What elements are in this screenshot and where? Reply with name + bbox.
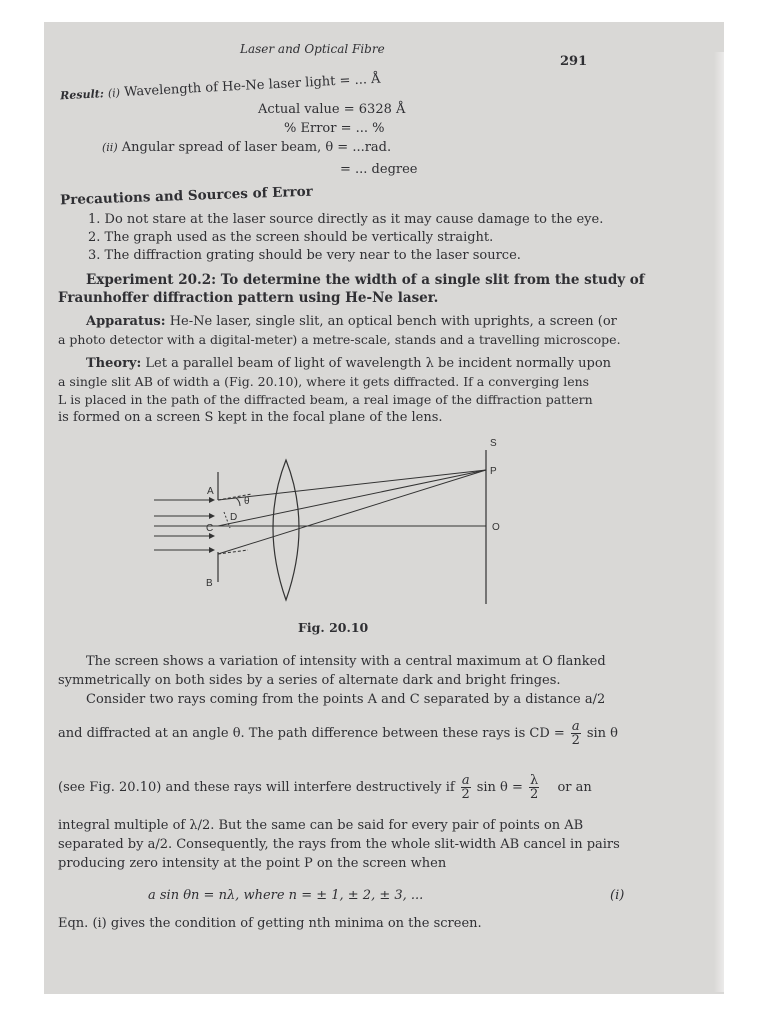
sin-theta-equals: sin θ =	[476, 780, 523, 795]
result-label: Result:	[59, 87, 105, 103]
angle-arc	[236, 498, 240, 506]
item-number: 3.	[88, 248, 101, 263]
fraction-denominator: 2	[461, 787, 470, 802]
body-p4-line-2: separated by a/2. Consequently, the rays from the whole slit-width AB cancel in pairs	[58, 837, 620, 852]
destructive-condition-text: (see Fig. 20.10) and these rays will interfere destructively if	[58, 780, 455, 795]
dashed-perpendicular	[218, 550, 248, 554]
running-header: Laser and Optical Fibre	[240, 42, 385, 56]
body-p2-line-2	[58, 720, 618, 747]
diffracted-ray-b	[218, 470, 486, 554]
diffraction-diagram	[144, 432, 524, 612]
apparatus-line-1	[86, 314, 617, 329]
fraction-denominator: 2	[530, 787, 539, 802]
label-d: D	[230, 512, 238, 523]
precautions-heading: Precautions and Sources of Error	[59, 183, 313, 209]
result-line-2: Actual value = 6328 Å	[258, 102, 406, 117]
figure-caption: Fig. 20.10	[298, 620, 369, 635]
result-line-4: Angular spread of laser beam, θ = ...rad.	[121, 140, 392, 155]
result-line-3: % Error = ... %	[284, 121, 385, 136]
item-number: 1.	[88, 212, 101, 227]
result-line-1: Wavelength of He-Ne laser light = ... Å	[123, 71, 381, 101]
result-line-4-row	[102, 140, 391, 155]
book-page	[44, 22, 724, 994]
fraction-lambda-over-2	[529, 774, 539, 801]
precaution-item-2	[88, 230, 493, 245]
fraction-numerator: a	[571, 719, 580, 734]
label-s: S	[490, 438, 497, 449]
label-c: C	[206, 523, 214, 534]
precaution-item-3	[88, 248, 521, 263]
page-number: 291	[560, 54, 588, 69]
body-p1-line-1: The screen shows a variation of intensity with a central maximum at O flanked	[86, 654, 606, 669]
item-number: 2.	[88, 230, 101, 245]
precaution-item-1	[88, 212, 603, 227]
result-block	[60, 72, 381, 104]
theory-label: Theory:	[86, 356, 142, 371]
body-p3-line	[58, 774, 592, 801]
item-text: Do not stare at the laser source directly as it may cause damage to the eye.	[104, 212, 604, 227]
fraction-denominator: 2	[571, 733, 580, 748]
item-text: The diffraction grating should be very near to the laser source.	[104, 248, 521, 263]
fraction-numerator: a	[461, 773, 470, 788]
apparatus-label: Apparatus:	[86, 314, 166, 329]
or-an-text: or an	[557, 780, 592, 795]
label-theta: θ	[244, 496, 250, 507]
diffracted-ray-c	[218, 470, 486, 526]
body-p5: Eqn. (i) gives the condition of getting nth minima on the screen.	[58, 916, 482, 931]
fraction-a-over-2	[461, 774, 471, 801]
label-b: B	[206, 578, 213, 589]
equation-number: (i)	[610, 888, 625, 903]
body-p4-line-3: producing zero intensity at the point P on the screen when	[58, 856, 447, 871]
experiment-title-line-1: Experiment 20.2: To determine the width of a single slit from the study of	[86, 272, 645, 288]
diffracted-ray-a	[218, 470, 486, 500]
result-i-label: (i)	[107, 86, 121, 100]
experiment-title-line-2: Fraunhoffer diffraction pattern using He-Ne laser.	[58, 290, 439, 306]
result-line-5: = ... degree	[340, 162, 418, 177]
theory-line-3: L is placed in the path of the diffracted beam, a real image of the diffraction pattern	[58, 392, 593, 407]
body-p4-line-1: integral multiple of λ/2. But the same can be said for every pair of points on AB	[58, 818, 584, 833]
fraction-numerator: λ	[530, 773, 539, 788]
result-ii-label: (ii)	[102, 141, 118, 154]
theory-line-4: is formed on a screen S kept in the focal plane of the lens.	[58, 410, 443, 425]
page-edge	[714, 52, 724, 992]
apparatus-text: He-Ne laser, single slit, an optical bench with uprights, a screen (or	[169, 314, 617, 329]
theory-line-2: a single slit AB of width a (Fig. 20.10), where it gets diffracted. If a converging lens	[58, 374, 590, 389]
theory-text: Let a parallel beam of light of wavelength λ be incident normally upon	[145, 356, 612, 371]
theory-line-1	[86, 356, 611, 371]
apparatus-line-2: a photo detector with a digital-meter) a metre-scale, stands and a travelling microscope.	[58, 332, 621, 347]
label-p: P	[490, 466, 497, 477]
equation-i: a sin θn = nλ, where n = ± 1, ± 2, ± 3, ...	[148, 888, 424, 903]
body-p2-line-1: Consider two rays coming from the points A and C separated by a distance a/2	[86, 692, 606, 707]
fraction-a-over-2	[571, 720, 581, 747]
sin-theta-text: sin θ	[586, 726, 618, 741]
label-o: O	[492, 522, 500, 533]
item-text: The graph used as the screen should be vertically straight.	[104, 230, 494, 245]
path-difference-text: and diffracted at an angle θ. The path difference between these rays is CD =	[58, 726, 565, 741]
label-a: A	[207, 486, 214, 497]
body-p1-line-2: symmetrically on both sides by a series of alternate dark and bright fringes.	[58, 673, 561, 688]
